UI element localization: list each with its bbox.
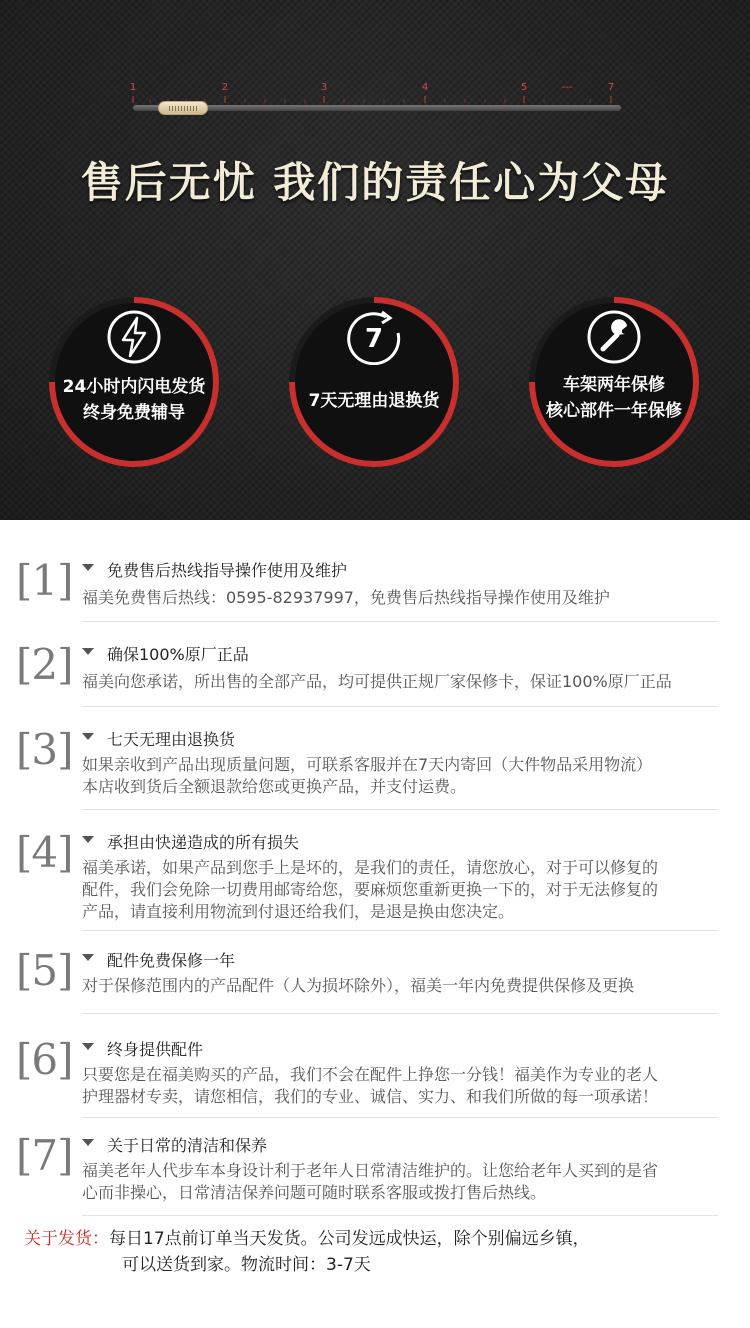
item-desc-line: 本店收到货后全额退款给您或更换产品，并支付运费。 bbox=[82, 777, 467, 796]
hero-banner bbox=[0, 0, 750, 520]
page-headline: 售后无忧 我们的责任心为父母 bbox=[80, 158, 670, 207]
wrench-icon bbox=[586, 309, 642, 365]
divider bbox=[82, 1013, 718, 1014]
divider bbox=[82, 809, 718, 810]
ruler-number: 3 bbox=[320, 82, 328, 93]
ruler-dash: --- bbox=[561, 82, 573, 93]
item-desc-line: 护理器材专卖，请您相信，我们的专业、诚信、实力、和我们所做的每一项承诺！ bbox=[82, 1087, 659, 1106]
item-desc-line: 如果亲收到产品出现质量问题，可联系客服并在7天内寄回（大件物品采用物流） bbox=[82, 755, 653, 774]
item-desc-line: 心而非操心，日常清洁保养问题可随时联系客服或拨打售后热线。 bbox=[82, 1183, 547, 1202]
item-title: 确保100%原厂正品 bbox=[107, 645, 249, 664]
divider bbox=[82, 1215, 718, 1216]
badge-line: 核心部件一年保修 bbox=[546, 401, 682, 421]
seven-day-return-icon bbox=[346, 309, 402, 365]
badge-line: 7天无理由退换货 bbox=[308, 391, 440, 411]
item-desc-line: 福美老年人代步车本身设计利于老年人日常清洁维护的。让您给老年人买到的是省 bbox=[82, 1161, 659, 1180]
item-number: [5] bbox=[16, 946, 73, 995]
triangle-down-icon bbox=[82, 648, 94, 655]
divider bbox=[82, 1117, 718, 1118]
item-title: 七天无理由退换货 bbox=[107, 730, 236, 749]
badge-line: 终身免费辅导 bbox=[83, 403, 185, 423]
item-desc-line: 配件，我们会免除一切费用邮寄给您，要麻烦您重新更换一下的，对于无法修复的 bbox=[82, 880, 659, 899]
item-desc-line: 产品，请直接利用物流到付退还给我们，是退是换由您决定。 bbox=[82, 902, 515, 921]
item-number: [1] bbox=[16, 556, 73, 605]
item-desc-line: 对于保修范围内的产品配件（人为损坏除外），福美一年内免费提供保修及更换 bbox=[82, 976, 635, 995]
divider bbox=[82, 621, 718, 622]
item-number: [7] bbox=[16, 1131, 73, 1180]
triangle-down-icon bbox=[82, 564, 94, 571]
ruler-number: 1 bbox=[129, 82, 137, 93]
ruler-number: 2 bbox=[221, 82, 229, 93]
progress-ruler bbox=[0, 0, 750, 130]
item-number: [2] bbox=[16, 640, 73, 689]
divider bbox=[82, 930, 718, 931]
triangle-down-icon bbox=[82, 733, 94, 740]
item-desc-line: 只要您是在福美购买的产品，我们不会在配件上挣您一分钱！福美作为专业的老人 bbox=[82, 1065, 659, 1084]
item-number: [4] bbox=[16, 828, 73, 877]
shipping-note bbox=[24, 1226, 724, 1278]
divider bbox=[82, 706, 718, 707]
triangle-down-icon bbox=[82, 1139, 94, 1146]
ruler-number: 4 bbox=[421, 82, 429, 93]
service-badge-return bbox=[284, 292, 464, 472]
ruler-slider-handle bbox=[158, 101, 208, 115]
ruler-number: 5 bbox=[520, 82, 528, 93]
item-desc-line: 福美承诺，如果产品到您手上是坏的，是我们的责任，请您放心，对于可以修复的 bbox=[82, 858, 659, 877]
service-badge-shipping bbox=[44, 292, 224, 472]
item-title: 配件免费保修一年 bbox=[107, 951, 236, 970]
shipping-line: 每日17点前订单当天发货。公司发远成快运，除个别偏远乡镇， bbox=[109, 1229, 590, 1249]
item-title: 终身提供配件 bbox=[107, 1040, 204, 1059]
badge-line: 车架两年保修 bbox=[563, 375, 665, 395]
badge-line: 24小时内闪电发货 bbox=[62, 377, 206, 397]
seven-icon-text: 7 bbox=[364, 324, 384, 354]
triangle-down-icon bbox=[82, 836, 94, 843]
item-title: 关于日常的清洁和保养 bbox=[107, 1136, 268, 1155]
item-desc-line: 福美免费售后热线：0595-82937997，免费售后热线指导操作使用及维护 bbox=[82, 588, 610, 607]
ruler-number: 7 bbox=[607, 82, 615, 93]
item-number: [6] bbox=[16, 1035, 73, 1084]
item-desc-line: 福美向您承诺，所出售的全部产品，均可提供正规厂家保修卡，保证100%原厂正品 bbox=[82, 672, 672, 691]
shipping-label: 关于发货： bbox=[24, 1229, 109, 1249]
item-number: [3] bbox=[16, 725, 73, 774]
service-badge-warranty bbox=[524, 292, 704, 472]
item-title: 承担由快递造成的所有损失 bbox=[107, 833, 300, 852]
item-title: 免费售后热线指导操作使用及维护 bbox=[107, 561, 348, 580]
triangle-down-icon bbox=[82, 954, 94, 961]
shipping-line: 可以送货到家。物流时间：3-7天 bbox=[122, 1255, 371, 1275]
lightning-icon bbox=[106, 309, 162, 365]
triangle-down-icon bbox=[82, 1043, 94, 1050]
